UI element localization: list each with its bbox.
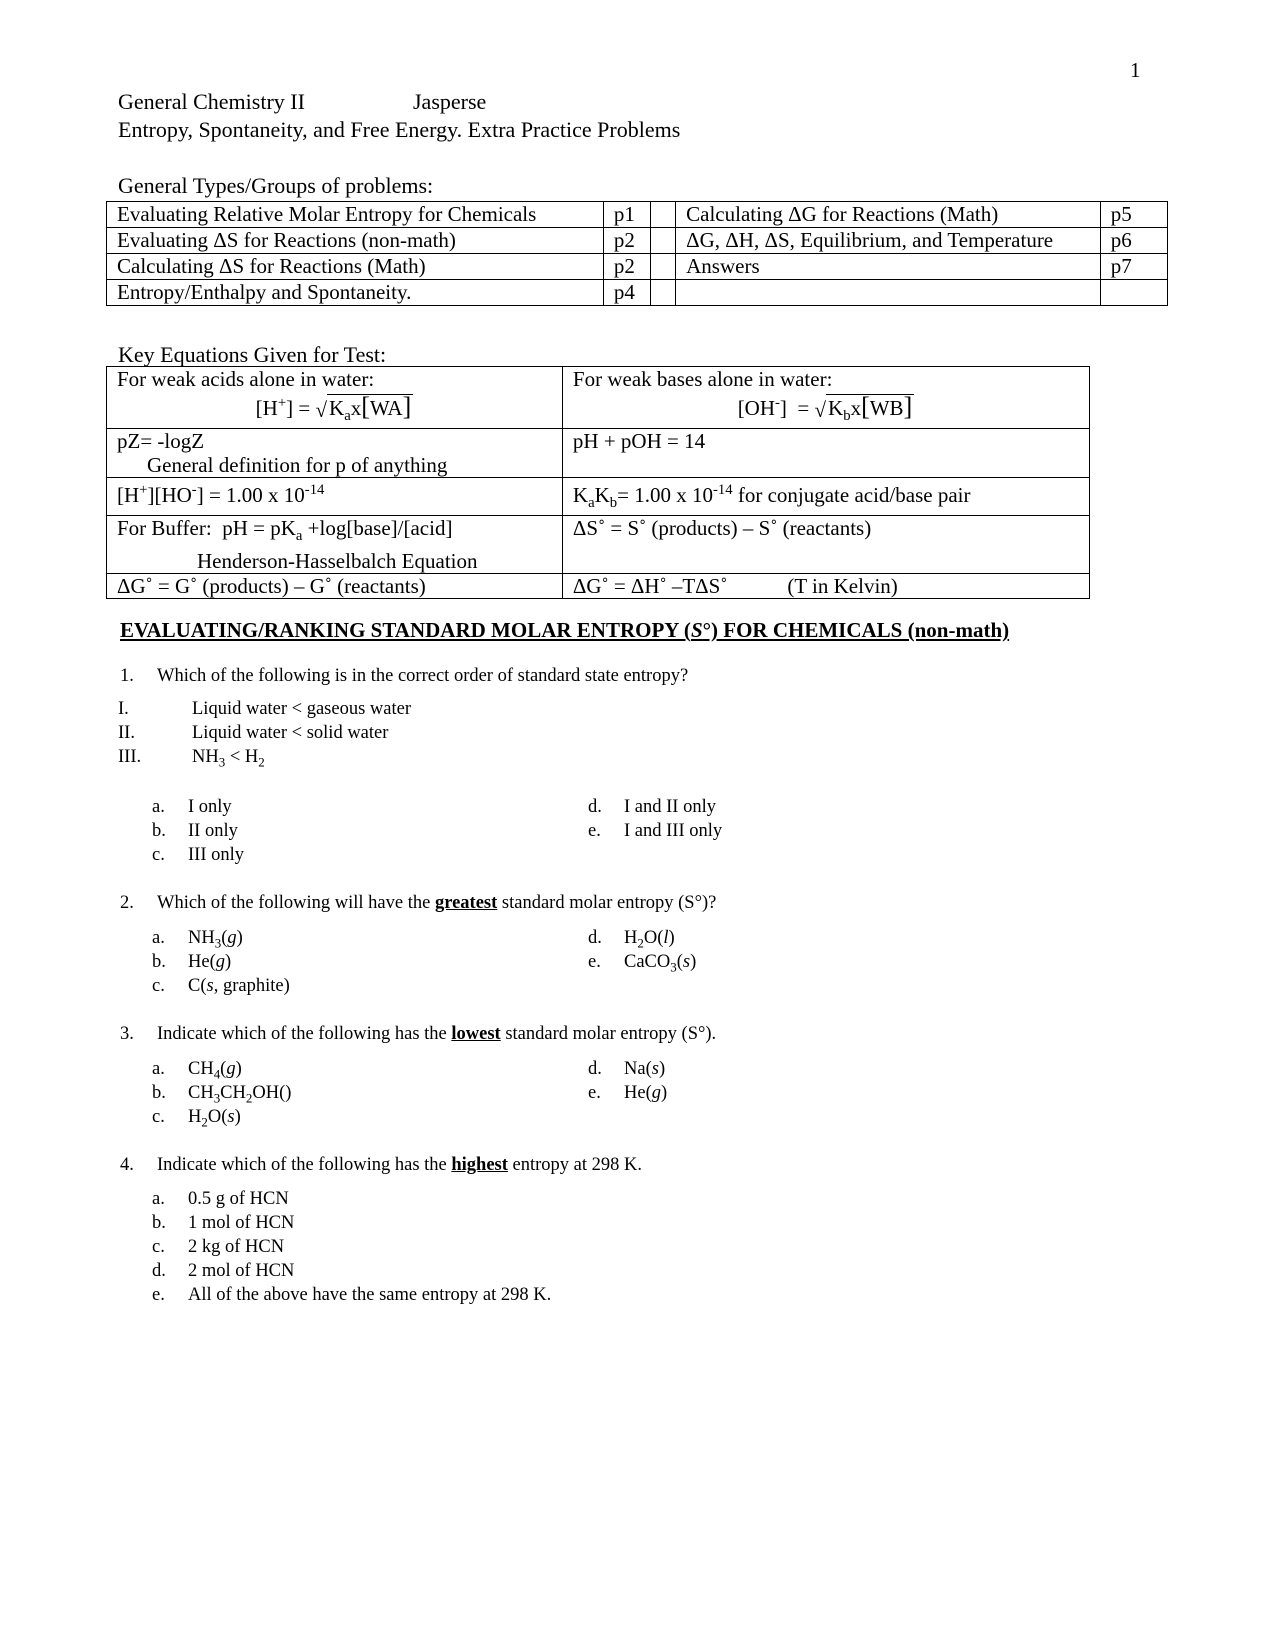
question-text: Indicate which of the following has the lowest standard molar entropy (S°). bbox=[157, 1024, 717, 1044]
type-page: p2 bbox=[603, 228, 650, 254]
weak-base-equation: $[OH^-] = √K_bx[WB]$ bbox=[573, 391, 1079, 428]
answer-option[interactable]: c. 2 kg of HCN bbox=[152, 1237, 285, 1257]
ph-poh-equation: pH + pOH = 14 bbox=[572, 429, 706, 454]
type-page bbox=[1100, 280, 1167, 306]
type-page: p1 bbox=[603, 202, 650, 228]
t-kelvin-note: (T in Kelvin) bbox=[787, 573, 898, 598]
answer-option[interactable]: a. $CH_4(g)$ bbox=[152, 1059, 242, 1082]
answer-option[interactable]: a. 0.5 g of HCN bbox=[152, 1189, 289, 1209]
table-row bbox=[107, 228, 1168, 254]
types-heading: General Types/Groups of problems: bbox=[118, 173, 434, 198]
key-equations-table bbox=[106, 366, 1090, 599]
problem-types-table bbox=[106, 201, 1168, 306]
answer-option[interactable]: a. I only bbox=[152, 797, 232, 817]
type-cell bbox=[676, 280, 1101, 306]
answer-option[interactable]: d. $H_2O(l)$ bbox=[588, 928, 675, 951]
question-number: 1. bbox=[120, 666, 134, 686]
answer-option[interactable]: c. C(s, graphite) bbox=[152, 976, 290, 996]
roman-item: II. bbox=[118, 723, 135, 743]
equation-cell bbox=[107, 516, 563, 573]
instructor-name: Jasperse bbox=[413, 89, 487, 114]
page-number: 1 bbox=[1130, 58, 1141, 82]
question-number: 3. bbox=[120, 1024, 134, 1044]
delta-g-ht-equation: ΔG˚ = ΔH˚ –TΔS˚ bbox=[572, 573, 728, 598]
kw-equation: [H+][HO-] = 1.00 x $10^{-14}$ bbox=[107, 478, 563, 516]
type-page: p5 bbox=[1100, 202, 1167, 228]
question-text: Which of the following is in the correct order of standard state entropy? bbox=[157, 666, 689, 686]
type-page: p2 bbox=[603, 254, 650, 280]
roman-item: I. bbox=[118, 699, 129, 719]
equation-cell bbox=[562, 573, 1089, 598]
question-number: 2. bbox=[120, 893, 134, 913]
answer-option[interactable]: b. II only bbox=[152, 821, 238, 841]
type-cell: ΔG, ΔH, ΔS, Equilibrium, and Temperature bbox=[676, 228, 1101, 254]
section-title: EVALUATING/RANKING STANDARD MOLAR ENTROPY (S°) FOR CHEMICALS (non-math) bbox=[120, 618, 1010, 642]
question-number: 4. bbox=[120, 1155, 134, 1175]
weak-acid-label: For weak acids alone in water: bbox=[117, 367, 375, 391]
type-page: p6 bbox=[1100, 228, 1167, 254]
question-text: Which of the following will have the greatest standard molar entropy (S°)? bbox=[157, 893, 717, 913]
table-row bbox=[107, 573, 1090, 598]
type-cell: Calculating ΔG for Reactions (Math) bbox=[676, 202, 1101, 228]
question-text: Indicate which of the following has the highest entropy at 298 K. bbox=[157, 1155, 643, 1175]
answer-option[interactable]: e. He(g) bbox=[588, 1083, 668, 1103]
equations-heading: Key Equations Given for Test: bbox=[118, 342, 387, 367]
equation-cell bbox=[107, 429, 563, 478]
weak-acid-equation: $[H^+] = √K_ax[WA]$ bbox=[117, 391, 552, 428]
document-subtitle: Entropy, Spontaneity, and Free Energy. Extra Practice Problems bbox=[118, 117, 681, 142]
answer-option[interactable]: d. 2 mol of HCN bbox=[152, 1261, 295, 1281]
type-cell: Entropy/Enthalpy and Spontaneity. bbox=[107, 280, 604, 306]
answer-option[interactable]: d. I and II only bbox=[588, 797, 716, 817]
weak-base-label: For weak bases alone in water: bbox=[572, 367, 833, 391]
table-row bbox=[107, 516, 1090, 573]
answer-option[interactable]: d. Na(s) bbox=[588, 1059, 666, 1079]
henderson-label: Henderson-Hasselbalch Equation bbox=[197, 548, 478, 573]
pz-definition: General definition for p of anything bbox=[147, 453, 448, 478]
answer-option[interactable]: c. $H_2O(s)$ bbox=[152, 1107, 241, 1130]
table-row bbox=[107, 478, 1090, 516]
answer-option[interactable]: b. $CH_3CH_2OH()$ bbox=[152, 1083, 292, 1106]
roman-text: $NH_3 < H_2$ bbox=[192, 747, 265, 770]
delta-g-products-equation: ΔG˚ = G˚ (products) – G˚ (reactants) bbox=[107, 573, 563, 598]
type-cell: Calculating ΔS for Reactions (Math) bbox=[107, 254, 604, 280]
answer-option[interactable]: e. All of the above have the same entropy at 298 K. bbox=[152, 1285, 552, 1305]
answer-option[interactable]: e. I and III only bbox=[588, 821, 723, 841]
type-page: p7 bbox=[1100, 254, 1167, 280]
roman-text: Liquid water < gaseous water bbox=[192, 699, 412, 719]
delta-s-equation: ΔS˚ = S˚ (products) – S˚ (reactants) bbox=[572, 516, 872, 541]
answer-option[interactable]: c. III only bbox=[152, 845, 244, 865]
table-row bbox=[107, 429, 1090, 478]
buffer-equation: For Buffer: pH = $pK_a$ +log[base]/[acid] bbox=[117, 516, 453, 545]
sqrt-icon: √ bbox=[315, 398, 328, 423]
roman-item: III. bbox=[118, 747, 142, 767]
sqrt-icon: √ bbox=[814, 398, 827, 423]
type-cell: Evaluating ΔS for Reactions (non-math) bbox=[107, 228, 604, 254]
table-row bbox=[107, 254, 1168, 280]
equation-cell bbox=[107, 367, 563, 429]
roman-text: Liquid water < solid water bbox=[192, 723, 389, 743]
type-cell: Answers bbox=[676, 254, 1101, 280]
answer-option[interactable]: b. He(g) bbox=[152, 952, 232, 972]
table-row bbox=[107, 202, 1168, 228]
equation-cell bbox=[562, 367, 1089, 429]
answer-option[interactable]: a. $NH_3(g)$ bbox=[152, 928, 243, 951]
type-page: p4 bbox=[603, 280, 650, 306]
table-row bbox=[107, 280, 1168, 306]
answer-option[interactable]: b. 1 mol of HCN bbox=[152, 1213, 295, 1233]
course-title: General Chemistry II bbox=[118, 89, 305, 114]
pz-equation: pZ= -logZ bbox=[117, 429, 205, 454]
equation-cell bbox=[562, 516, 1089, 573]
equation-cell bbox=[562, 429, 1089, 478]
answer-option[interactable]: e. CaCO$_3$(s) bbox=[588, 952, 697, 975]
kakb-equation: $K_aK_b= 1.00$ x $10^{-14}$ for conjugate acid/base pair bbox=[562, 478, 1089, 516]
type-cell: Evaluating Relative Molar Entropy for Chemicals bbox=[107, 202, 604, 228]
table-row bbox=[107, 367, 1090, 429]
